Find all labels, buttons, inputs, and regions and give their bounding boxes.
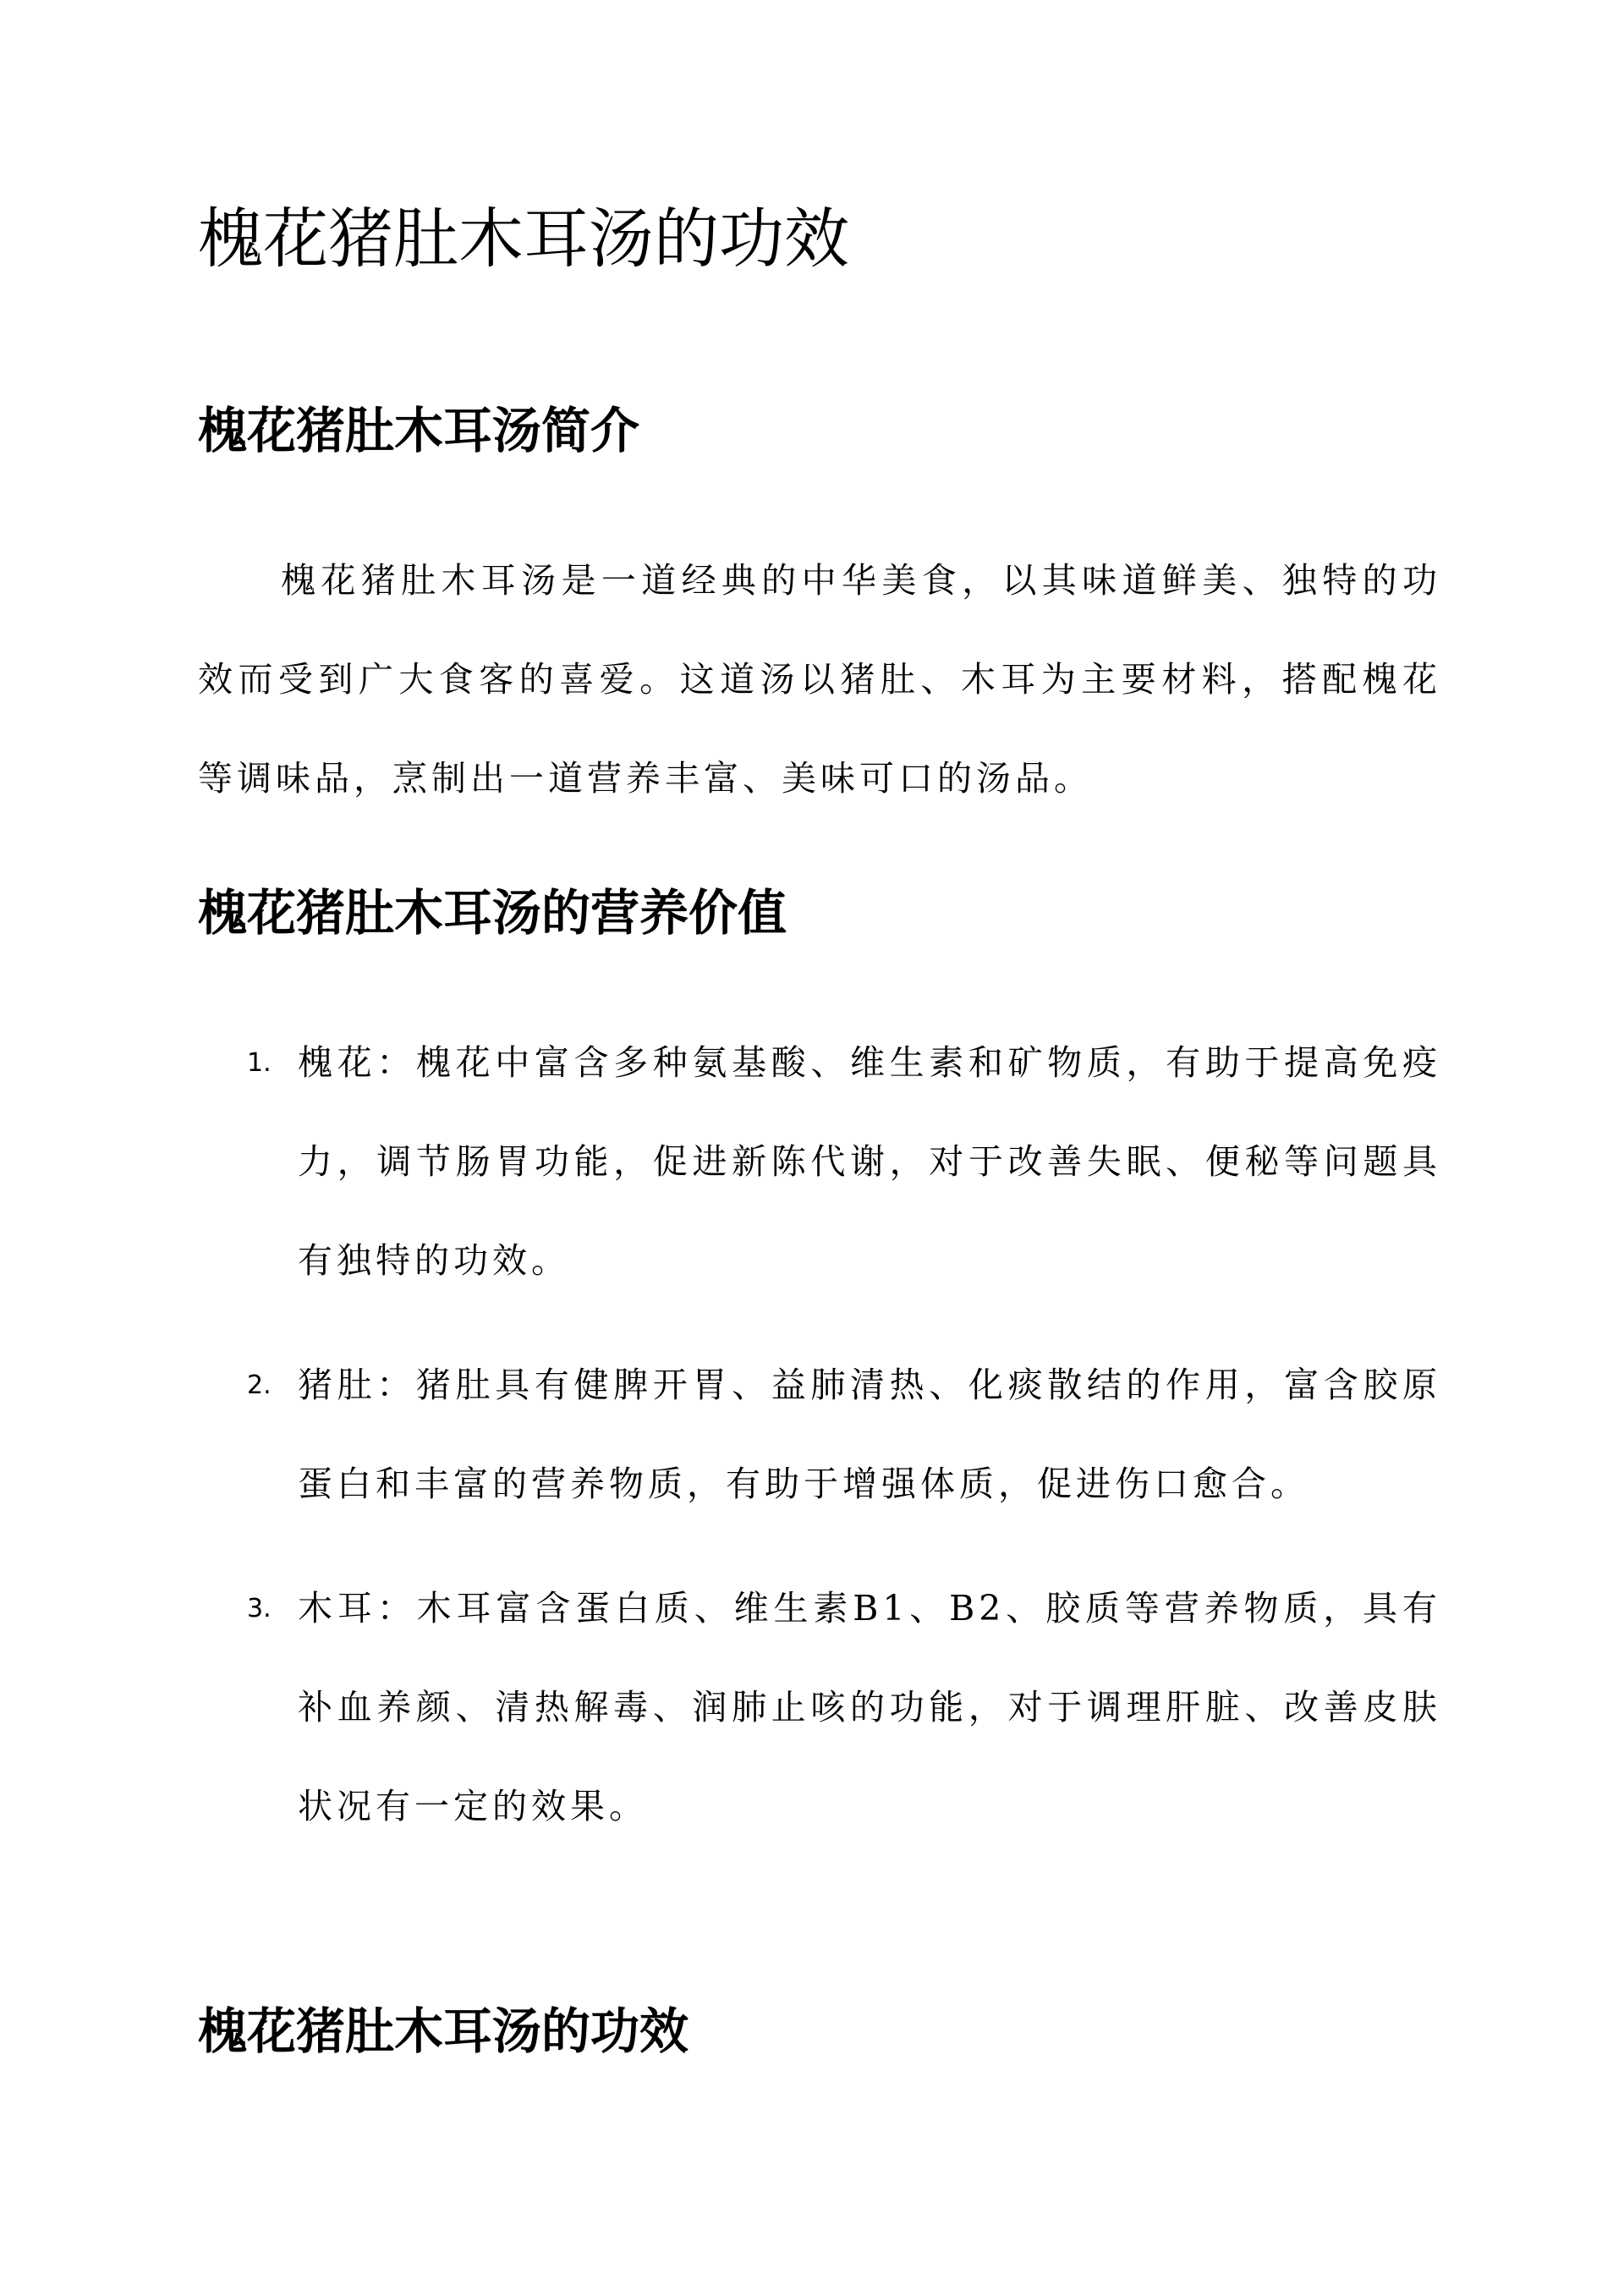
list-item bbox=[198, 1013, 1441, 1310]
list-item-number: 2. bbox=[247, 1370, 272, 1400]
list-item-number: 1. bbox=[247, 1048, 272, 1078]
list-item-text: 猪肚：猪肚具有健脾开胃、益肺清热、化痰散结的作用，富含胶原蛋白和丰富的营养物质，有助于增强体质，促进伤口愈合。 bbox=[298, 1365, 1441, 1504]
list-item bbox=[198, 1336, 1441, 1534]
document-title: 槐花猪肚木耳汤的功效 bbox=[198, 202, 849, 277]
section-heading-nutrition: 槐花猪肚木耳汤的营养价值 bbox=[198, 884, 787, 942]
list-item-text: 槐花：槐花中富含多种氨基酸、维生素和矿物质，有助于提高免疫力，调节肠胃功能，促进新陈代谢，对于改善失眠、便秘等问题具有独特的功效。 bbox=[298, 1042, 1441, 1281]
intro-paragraph: 槐花猪肚木耳汤是一道经典的中华美食，以其味道鲜美、独特的功效而受到广大食客的喜爱。这道汤以猪肚、木耳为主要材料，搭配槐花等调味品，烹制出一道营养丰富、美味可口的汤品。 bbox=[198, 560, 1441, 799]
list-item-number: 3. bbox=[247, 1594, 272, 1623]
list-item bbox=[198, 1559, 1441, 1856]
nutrition-list bbox=[198, 1013, 1441, 1856]
section-heading-intro: 槐花猪肚木耳汤简介 bbox=[198, 402, 640, 459]
list-item-text: 木耳：木耳富含蛋白质、维生素B1、B2、胶质等营养物质，具有补血养颜、清热解毒、润肺止咳的功能，对于调理肝脏、改善皮肤状况有一定的效果。 bbox=[298, 1588, 1441, 1826]
section-heading-effects: 槐花猪肚木耳汤的功效 bbox=[198, 2002, 689, 2060]
